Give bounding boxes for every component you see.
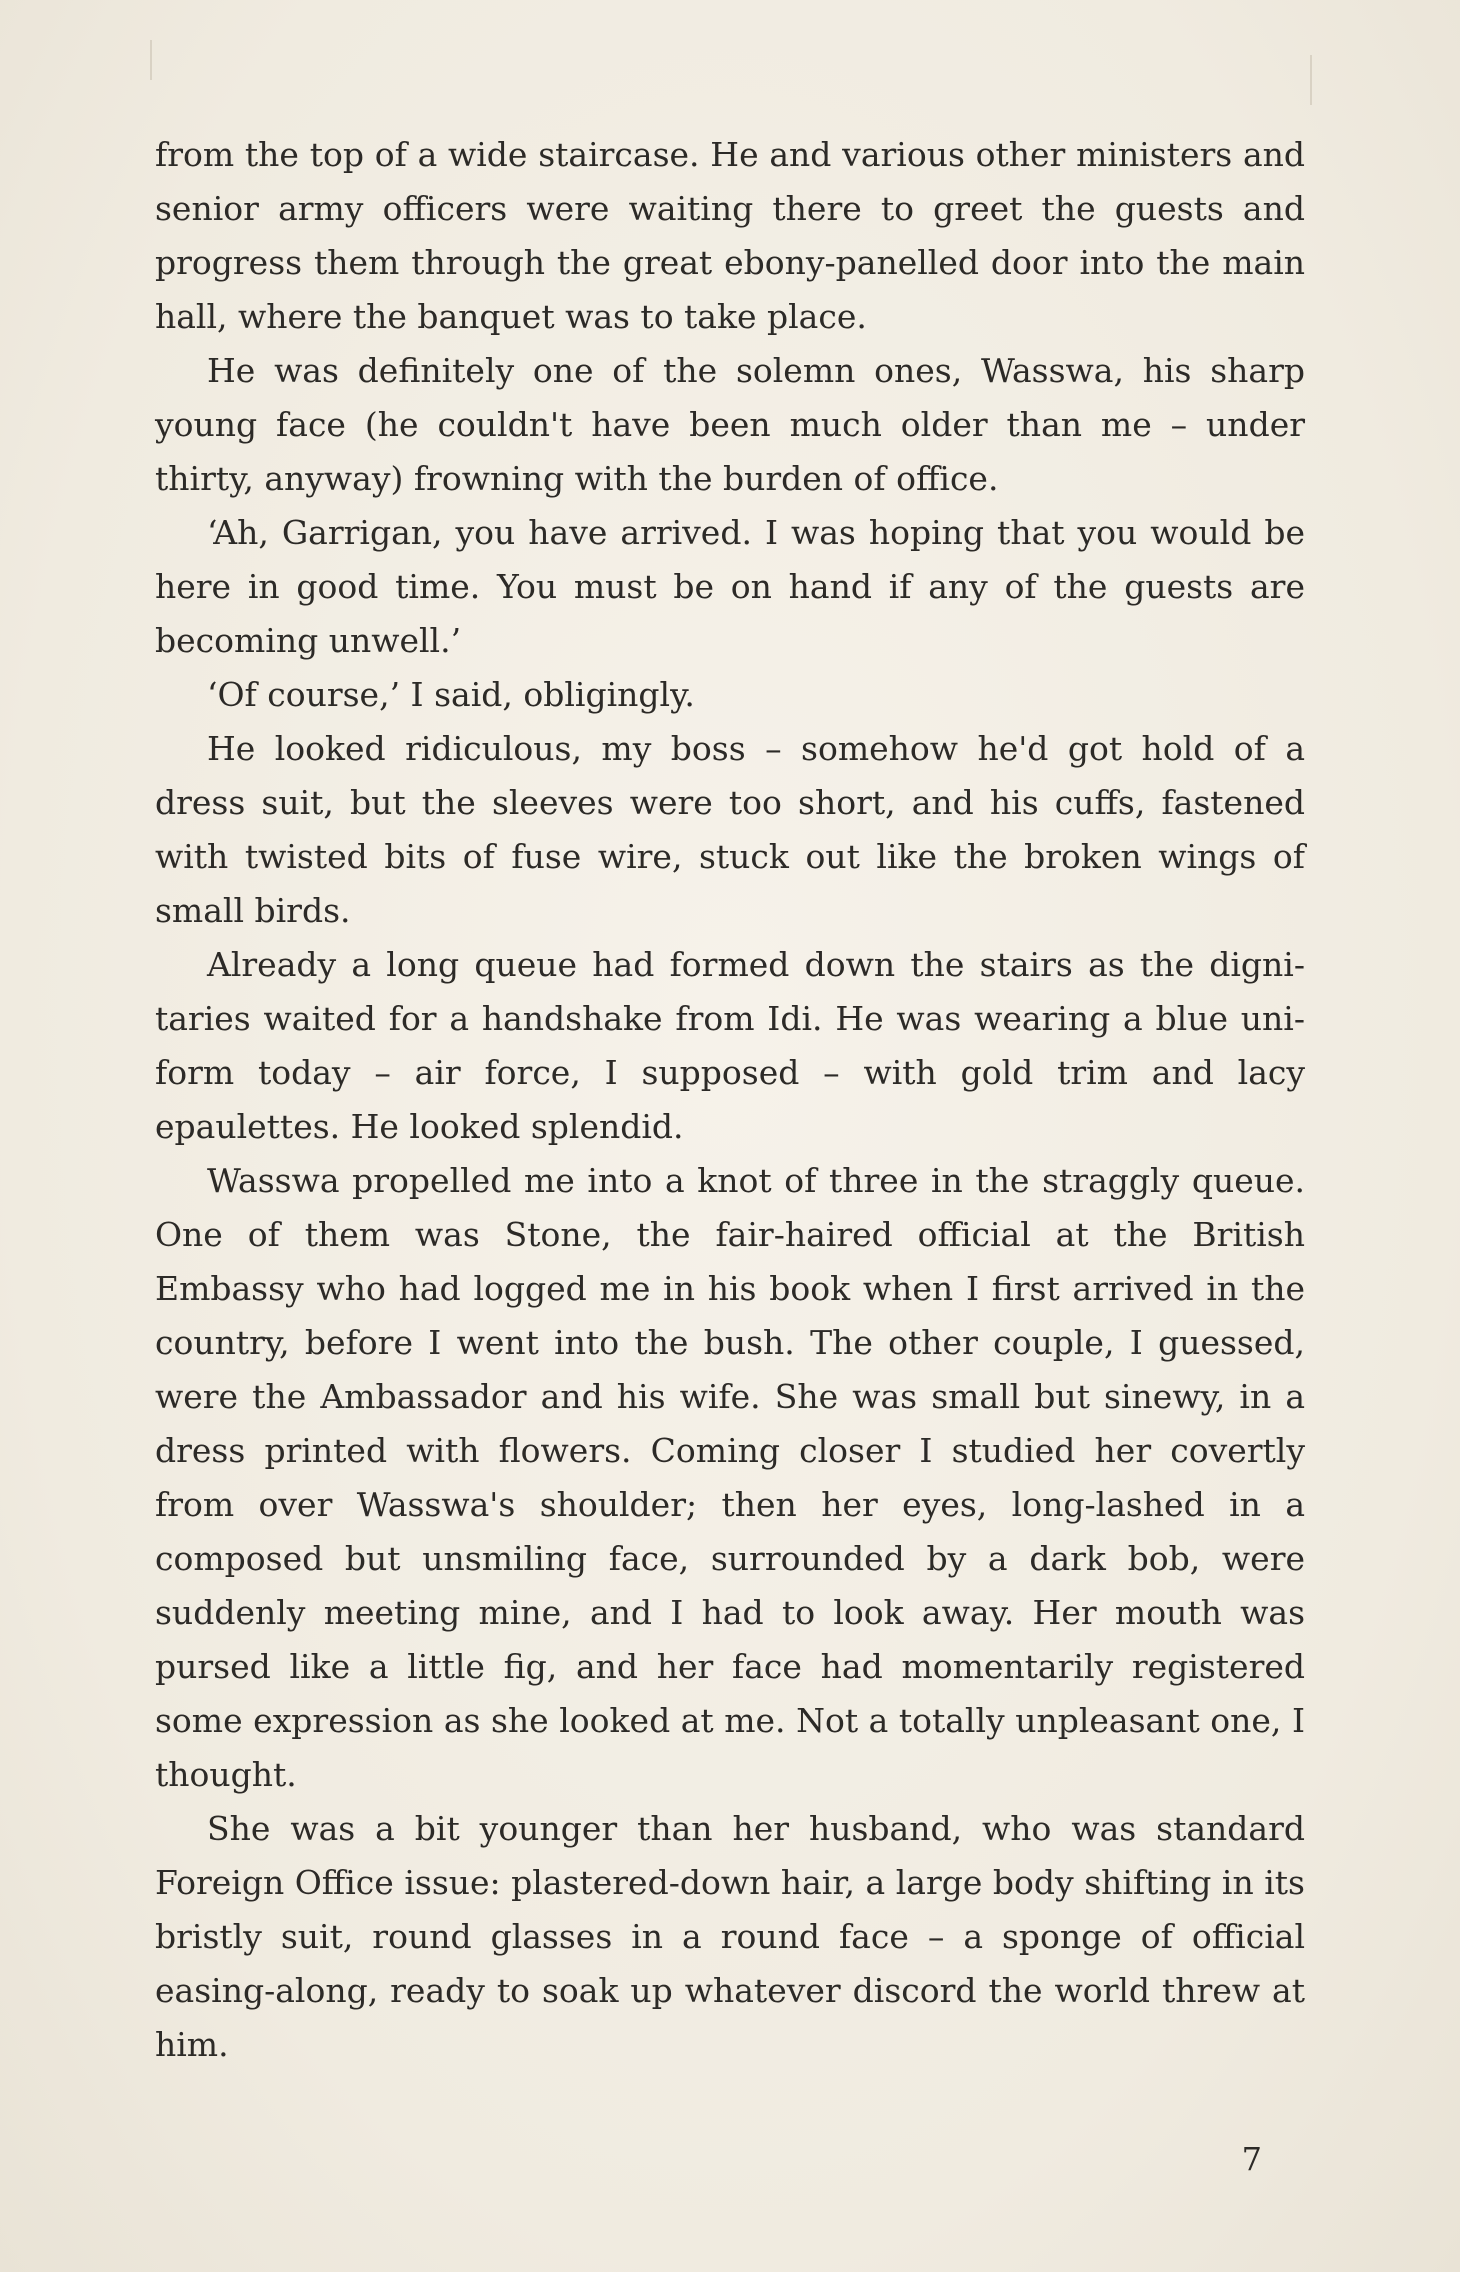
- paragraph-8: She was a bit younger than her husband, who was standard Foreign Office issue: plastered-down hair, a large body shifting in its bristly suit, round glasses in a round face – a sponge of official easing-along, ready to soak up whatever discord the world threw at him.: [155, 1809, 1305, 2064]
- edge-mark-right: [1310, 55, 1312, 105]
- page-number: 7: [1241, 2140, 1262, 2178]
- paragraph-2: He was definitely one of the solemn ones, Wasswa, his sharp young face (he couldn't have been much older than me – under thirty, anyway) frowning with the burden of office.: [155, 351, 1305, 498]
- paragraph-1: from the top of a wide staircase. He and various other ministers and senior army officers were waiting there to greet the guests and progress them through the great ebony-panelled door into the main hall, where the banquet was to take place.: [155, 135, 1305, 336]
- paragraph-6: Already a long queue had formed down the stairs as the dignitaries waited for a handshake from Idi. He was wearing a blue uniform today – air force, I supposed – with gold trim and lacy epaulettes. He looked splendid.: [155, 945, 1305, 1146]
- edge-mark-left: [150, 40, 152, 80]
- body-text: [155, 128, 1305, 2072]
- paragraph-4: ‘Of course,’ I said, obligingly.: [207, 675, 695, 714]
- paragraph-3: ‘Ah, Garrigan, you have arrived. I was hoping that you would be here in good time. You must be on hand if any of the guests are becoming unwell.’: [155, 513, 1305, 660]
- paragraph-5: He looked ridiculous, my boss – somehow he'd got hold of a dress suit, but the sleeves were too short, and his cuffs, fastened with twisted bits of fuse wire, stuck out like the broken wings of small birds.: [155, 729, 1305, 930]
- paragraph-7: Wasswa propelled me into a knot of three in the straggly queue. One of them was Stone, the fair-haired official at the British Embassy who had logged me in his book when I first arrived in the country, before I went into the bush. The other couple, I guessed, were the Ambassador and his wife. She was small but sinewy, in a dress printed with flowers. Coming closer I studied her covertly from over Wasswa's shoulder; then her eyes, long-lashed in a composed but unsmiling face, surrounded by a dark bob, were suddenly meeting mine, and I had to look away. Her mouth was pursed like a little fig, and her face had momentarily registered some expression as she looked at me. Not a totally unpleasant one, I thought.: [155, 1161, 1305, 1794]
